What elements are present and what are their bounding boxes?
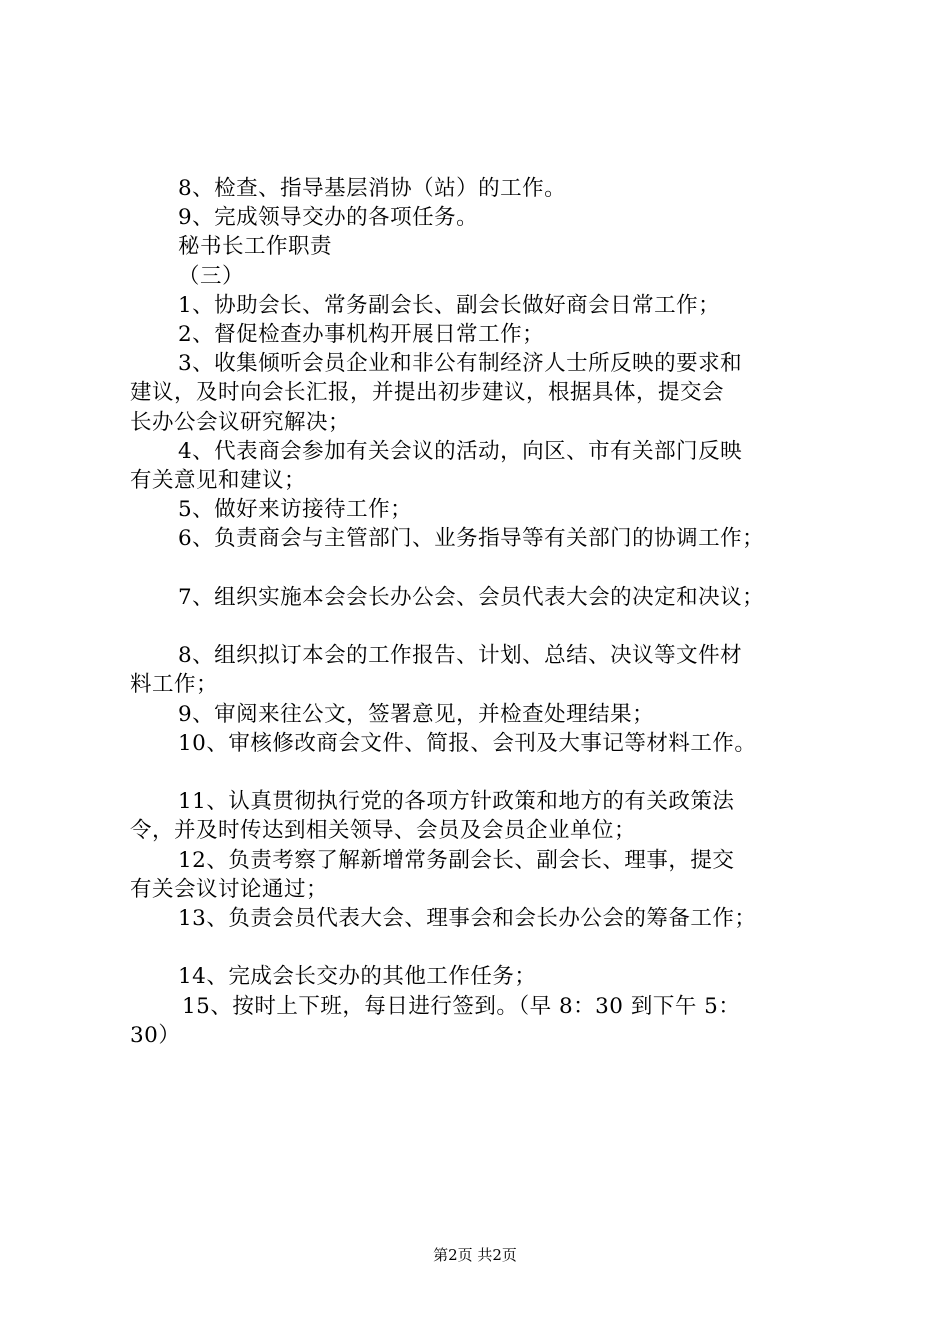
paragraph-line: 14、完成会长交办的其他工作任务；: [178, 964, 537, 990]
blank-line: [130, 554, 850, 583]
document-body: [130, 174, 850, 1050]
blank-line: [130, 933, 850, 962]
paragraph-line: 6、负责商会与主管部门、业务指导等有关部门的协调工作；: [178, 526, 765, 552]
paragraph-line: 9、审阅来往公文，签署意见，并检查处理结果；: [178, 701, 655, 727]
paragraph-line: 8、组织拟订本会的工作报告、计划、总结、决议等文件材: [178, 643, 743, 669]
paragraph-line: 30）: [130, 1022, 181, 1048]
paragraph-line: 15、按时上下班，每日进行签到。（早 8：30 到下午 5：: [182, 993, 741, 1019]
blank-line: [130, 612, 850, 641]
paragraph-line: 建议，及时向会长汇报，并提出初步建议，根据具体，提交会: [130, 380, 725, 406]
paragraph-line: 1、协助会长、常务副会长、副会长做好商会日常工作；: [178, 292, 721, 318]
paragraph-line: 5、做好来访接待工作；: [178, 497, 413, 523]
paragraph-line: 11、认真贯彻执行党的各项方针政策和地方的有关政策法: [178, 789, 735, 815]
paragraph-line: 13、负责会员代表大会、理事会和会长办公会的筹备工作；: [178, 906, 757, 932]
paragraph-line: 料工作；: [130, 672, 219, 698]
paragraph-line: 9、完成领导交办的各项任务。: [178, 205, 479, 231]
paragraph-line: 长办公会议研究解决；: [130, 409, 351, 435]
section-heading: 秘书长工作职责: [178, 234, 333, 260]
paragraph-line: 有关会议讨论通过；: [130, 876, 329, 902]
paragraph-line: 4、代表商会参加有关会议的活动，向区、市有关部门反映: [178, 438, 743, 464]
paragraph-line: 3、收集倾听会员企业和非公有制经济人士所反映的要求和: [178, 351, 743, 377]
paragraph-line: 12、负责考察了解新增常务副会长、副会长、理事，提交: [178, 847, 735, 873]
paragraph-line: 7、组织实施本会会长办公会、会员代表大会的决定和决议；: [178, 584, 765, 610]
paragraph-line: 2、督促检查办事机构开展日常工作；: [178, 322, 545, 348]
paragraph-line: 令，并及时传达到相关领导、会员及会员企业单位；: [130, 818, 637, 844]
paragraph-line: 8、检查、指导基层消协（站）的工作。: [178, 176, 567, 201]
section-number: （三）: [178, 263, 245, 289]
paragraph-line: 10、审核修改商会文件、简报、会刊及大事记等材料工作。: [178, 730, 757, 756]
blank-line: [130, 758, 850, 787]
page-footer: 第2页 共2页: [433, 1246, 517, 1264]
paragraph-line: 有关意见和建议；: [130, 468, 307, 494]
